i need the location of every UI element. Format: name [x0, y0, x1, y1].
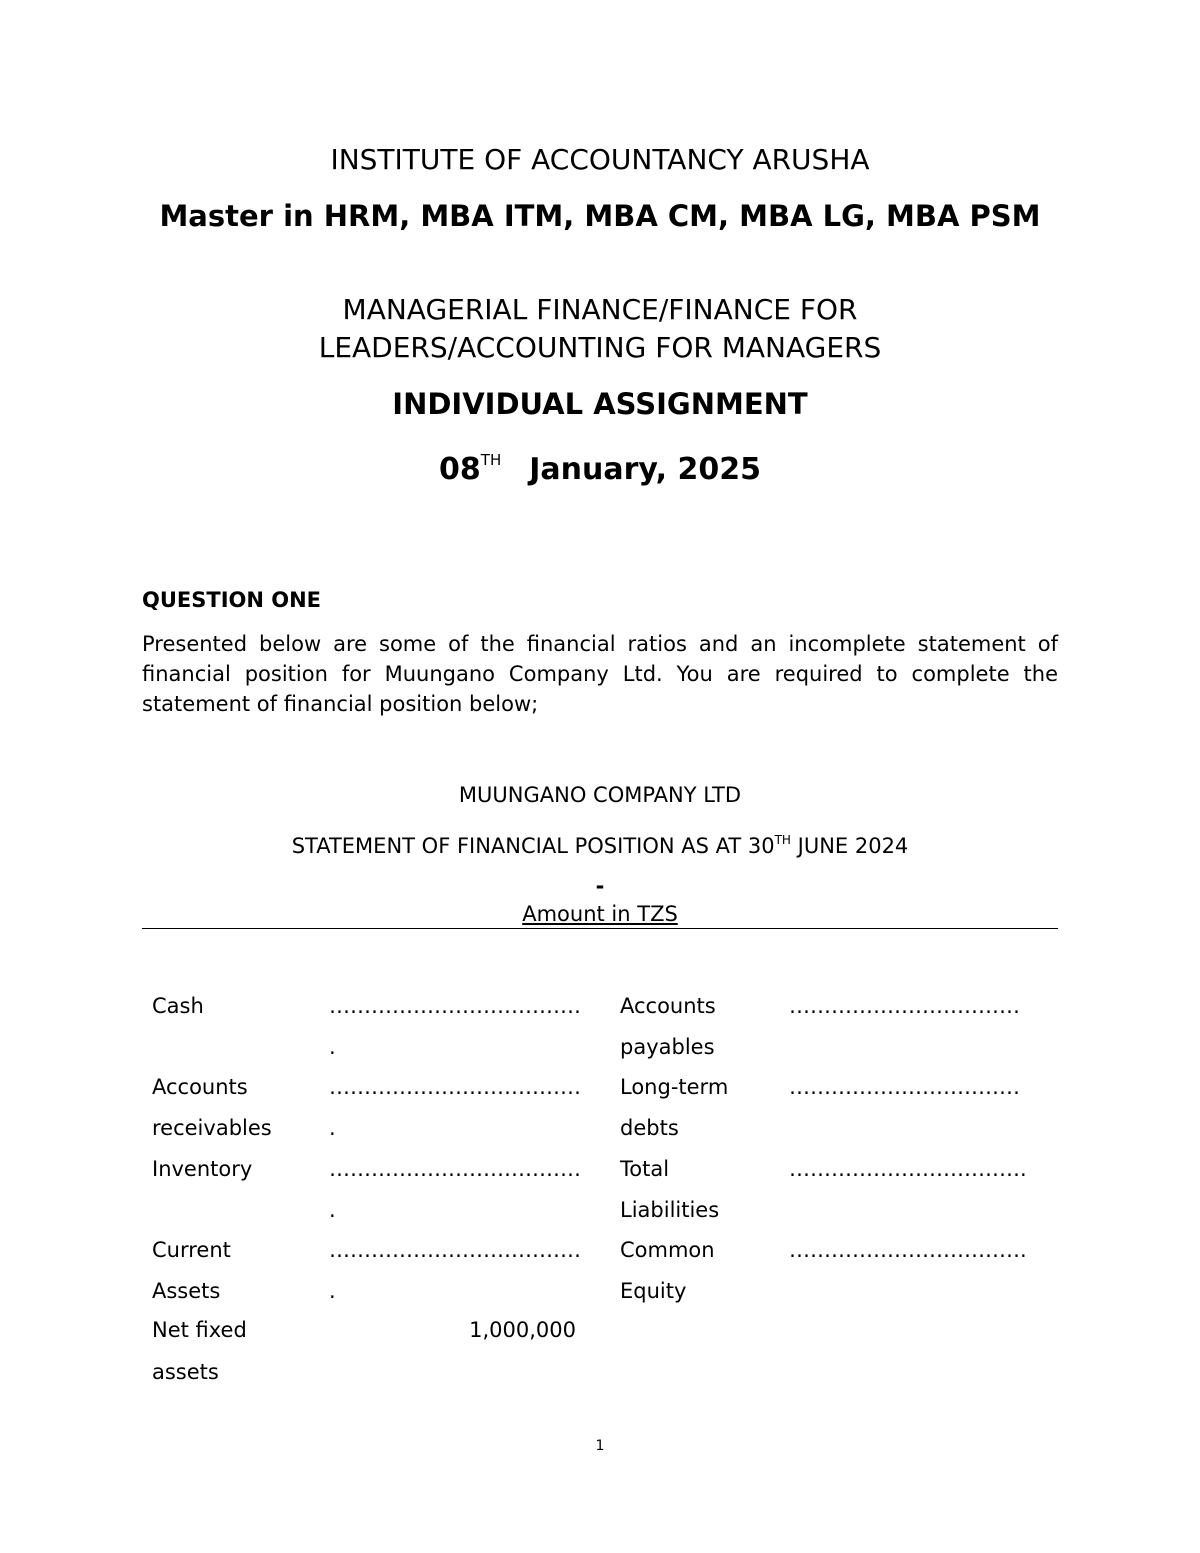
amount-header: Amount in TZS — [522, 902, 678, 926]
accounts-receivables-value-cont: . — [329, 1116, 336, 1140]
cash-label: Cash — [152, 994, 204, 1018]
date-suffix: TH — [480, 451, 502, 469]
course-title: MANAGERIAL FINANCE/FINANCE FOR LEADERS/ACCOUNTING FOR MANAGERS — [318, 293, 882, 364]
common-equity-label: Common — [620, 1238, 715, 1262]
inventory-value-cont: . — [329, 1198, 336, 1222]
long-term-debts-value: …………………………… — [789, 1075, 1020, 1099]
company-name: MUUNGANO COMPANY LTD — [458, 783, 742, 807]
accounts-receivables-value: ……………………………… — [329, 1075, 581, 1099]
common-equity-label-cont: Equity — [620, 1279, 687, 1303]
date-rest: January, 2025 — [529, 452, 761, 487]
net-fixed-assets-label-cont: assets — [152, 1360, 219, 1384]
common-equity-value: ……………………………. — [789, 1238, 1027, 1262]
statement-title — [0, 826, 1200, 860]
page-number: 1 — [595, 1438, 605, 1454]
current-assets-value: ……………………………… — [329, 1238, 581, 1262]
accounts-receivables-label-cont: receivables — [152, 1116, 272, 1140]
assignment-title: INDIVIDUAL ASSIGNMENT — [392, 387, 808, 421]
header-rule — [142, 928, 1058, 929]
institute-name: INSTITUTE OF ACCOUNTANCY ARUSHA — [330, 143, 870, 176]
current-assets-value-cont: . — [329, 1279, 336, 1303]
amount-dash: - — [595, 874, 605, 898]
accounts-payables-value: …………………………… — [789, 994, 1020, 1018]
long-term-debts-label-cont: debts — [620, 1116, 679, 1140]
cash-value: ……………………………… — [329, 994, 581, 1018]
total-liabilities-value: ……………………………. — [789, 1157, 1027, 1181]
statement-title-suffix: TH — [774, 833, 791, 847]
date-day: 08 — [439, 452, 481, 487]
statement-title-prefix: STATEMENT OF FINANCIAL POSITION AS AT 30 — [291, 834, 775, 858]
net-fixed-assets-label: Net fixed — [152, 1318, 247, 1342]
total-liabilities-label: Total — [620, 1157, 670, 1181]
statement-title-rest: JUNE 2024 — [790, 834, 909, 858]
accounts-receivables-label: Accounts — [152, 1075, 248, 1099]
assignment-date — [0, 440, 1200, 490]
inventory-value: ……………………………… — [329, 1157, 581, 1181]
net-fixed-assets-value: 1,000,000 — [469, 1318, 576, 1342]
accounts-payables-label: Accounts — [620, 994, 716, 1018]
programs-title: Master in HRM, MBA ITM, MBA CM, MBA LG, MBA PSM — [159, 199, 1041, 233]
current-assets-label-cont: Assets — [152, 1279, 221, 1303]
question-title: QUESTION ONE — [142, 588, 322, 612]
long-term-debts-label: Long-term — [620, 1075, 729, 1099]
total-liabilities-label-cont: Liabilities — [620, 1198, 720, 1222]
accounts-payables-label-cont: payables — [620, 1035, 715, 1059]
current-assets-label: Current — [152, 1238, 231, 1262]
question-body: Presented below are some of the financial ratios and an incomplete statement of financial position for Muungano Company Ltd. You are required to complete the statement of financial position below; — [142, 632, 1058, 716]
inventory-label: Inventory — [152, 1157, 253, 1181]
cash-value-cont: . — [329, 1035, 336, 1059]
